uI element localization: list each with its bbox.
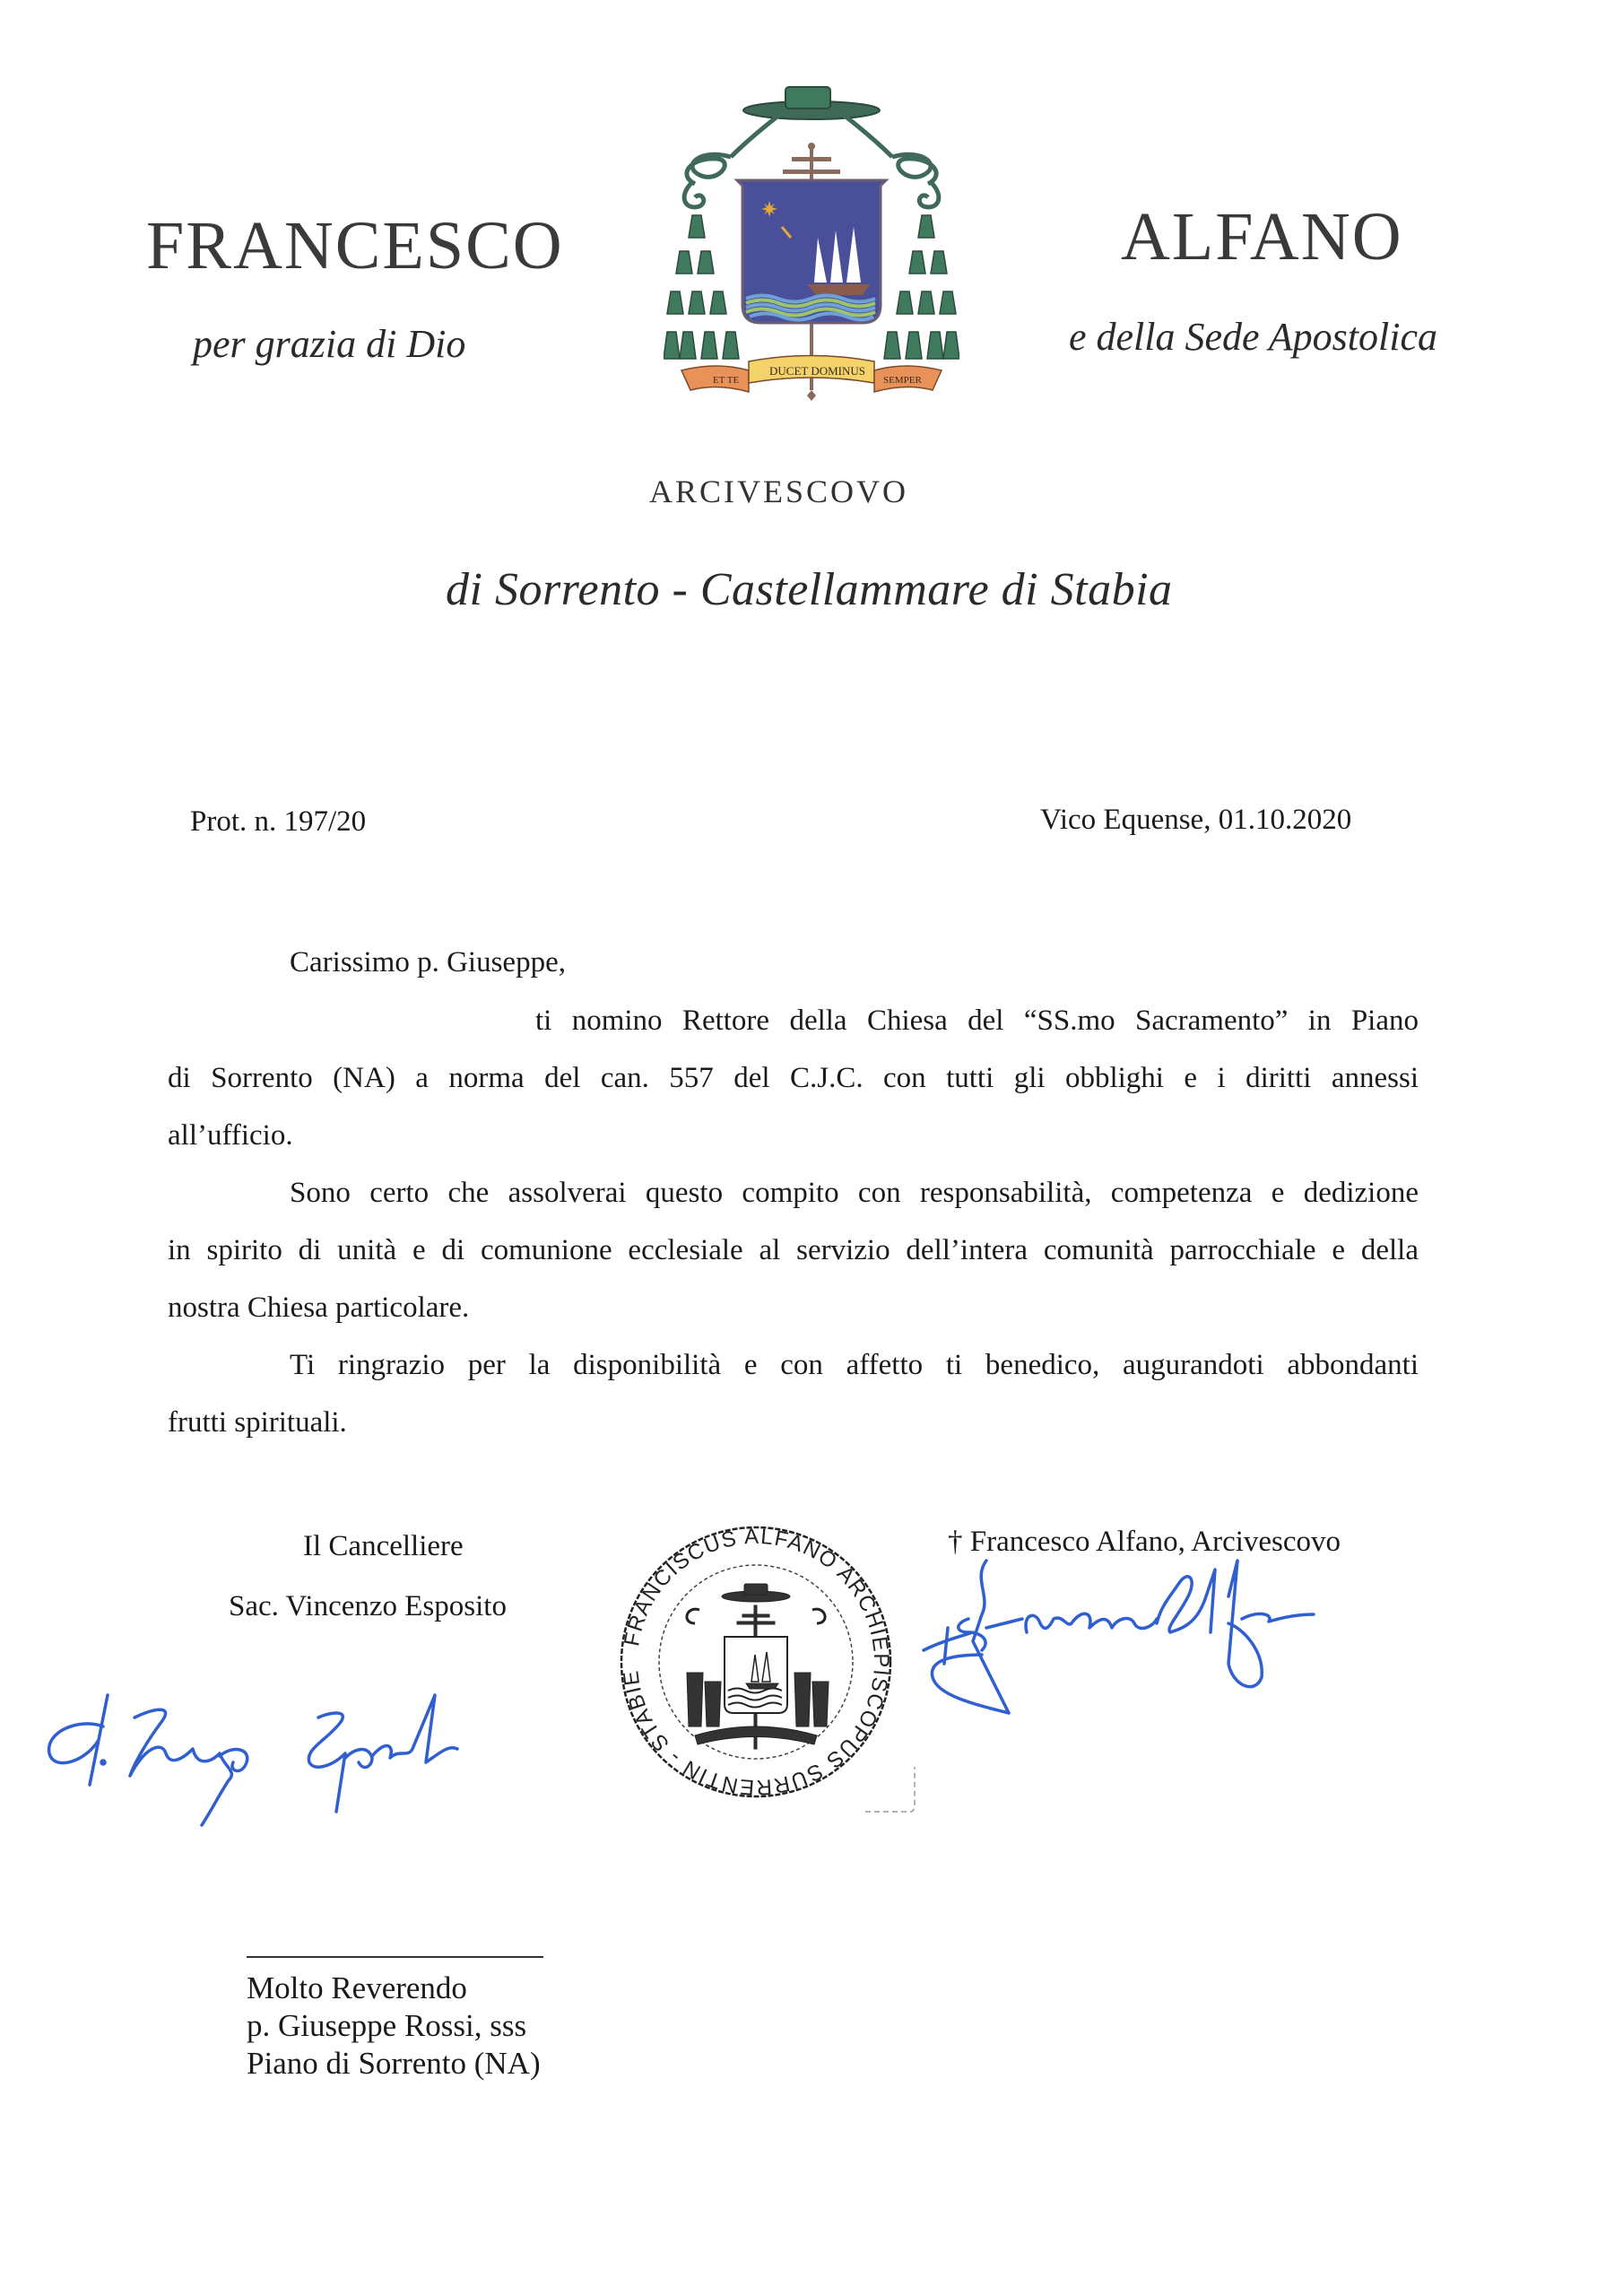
body-paragraph-1-line-3: all’ufficio. <box>168 1119 293 1152</box>
letterhead-last-name: ALFANO <box>1121 199 1403 274</box>
coat-of-arms-icon <box>664 76 959 408</box>
archbishop-signature-line: † Francesco Alfano, Arcivescovo <box>948 1526 1341 1558</box>
chancellor-role: Il Cancelliere <box>303 1530 464 1562</box>
motto-center: DUCET DOMINUS <box>769 364 866 378</box>
body-paragraph-2-line-2: in spirito di unità e di comunione ecclesiale al servizio dell’intera comunità parrocchiale e della <box>168 1234 1419 1266</box>
archbishop-signature-icon <box>919 1543 1350 1722</box>
letterhead-first-name: FRANCESCO <box>146 208 564 283</box>
chancellor-name: Sac. Vincenzo Esposito <box>229 1590 507 1622</box>
motto-right: SEMPER <box>883 375 922 386</box>
letterhead-title: ARCIVESCOVO <box>649 474 909 509</box>
letterhead-left-subtitle: per grazia di Dio <box>193 322 466 366</box>
recipient-line-2: p. Giuseppe Rossi, sss <box>247 2008 527 2043</box>
seal-text: FRANCISCUS ALFANO ARCHIEPISCOPUS SURRENTIN - STABIE <box>619 1525 894 1800</box>
body-paragraph-2-line-3: nostra Chiesa particolare. <box>168 1292 470 1324</box>
letterhead-right-subtitle: e della Sede Apostolica <box>1069 315 1437 359</box>
chancellor-signature-icon <box>18 1677 574 1839</box>
body-paragraph-3-line-2: frutti spirituali. <box>168 1406 347 1439</box>
body-paragraph-1-line-2: di Sorrento (NA) a norma del can. 557 del C.J.C. con tutti gli obblighi e i diritti annessi <box>168 1062 1419 1094</box>
protocol-number: Prot. n. 197/20 <box>190 805 367 838</box>
recipient-line-1: Molto Reverendo <box>247 1970 467 2005</box>
motto-left: ET TE <box>713 375 740 386</box>
recipient-divider <box>247 1956 543 1958</box>
letter-body <box>168 992 1419 1451</box>
letterhead-see: di Sorrento - Castellammare di Stabia <box>446 564 1173 615</box>
recipient-line-3: Piano di Sorrento (NA) <box>247 2046 541 2081</box>
body-paragraph-3-line-1: Ti ringrazio per la disponibilità e con affetto ti benedico, augurandoti abbondanti <box>290 1349 1419 1381</box>
salutation: Carissimo p. Giuseppe, <box>290 946 566 978</box>
body-paragraph-2-line-1: Sono certo che assolverai questo compito con responsabilità, competenza e dedizione <box>290 1177 1419 1209</box>
place-date: Vico Equense, 01.10.2020 <box>1040 804 1352 836</box>
body-paragraph-1-line-1: ti nomino Rettore della Chiesa del “SS.mo Sacramento” in Piano <box>535 1004 1419 1037</box>
official-seal-icon <box>610 1525 933 1848</box>
